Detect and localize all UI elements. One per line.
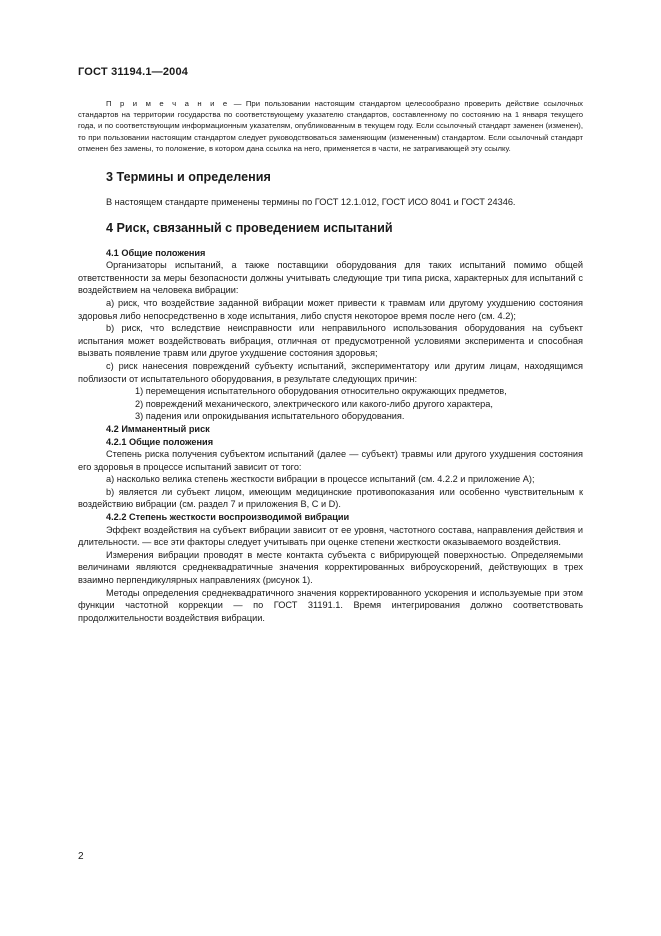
risk-item-c: с) риск нанесения повреждений субъекту испытаний, экспериментатору или другим лицам, находящимся поблизости от испытательного оборудования, в результате следующих причин: bbox=[78, 360, 583, 384]
note-paragraph bbox=[78, 98, 583, 154]
section-3-title: 3 Термины и определения bbox=[106, 170, 271, 185]
paragraph-4-2-1-a: а) насколько велика степень жесткости вибрации в процессе испытаний (см. 4.2.2 и приложение А); bbox=[106, 474, 535, 485]
section-3-text: В настоящем стандарте применены термины по ГОСТ 12.1.012, ГОСТ ИСО 8041 и ГОСТ 24346. bbox=[106, 197, 516, 208]
paragraph-4-2-1: Степень риска получения субъектом испытаний (далее — субъект) травмы или другого ухудшения состояния его здоровья в процессе испытаний зависит от того: bbox=[78, 449, 583, 472]
standard-header: ГОСТ 31194.1—2004 bbox=[78, 66, 189, 78]
document-page bbox=[78, 66, 583, 624]
risk-item-a: а) риск, что воздействие заданной вибрации может привести к травмам или другому ухудшению состояния здоровья либо непосредственно в ходе испытания, либо спустя некоторое время после него (см. 4.2); bbox=[78, 297, 583, 321]
paragraph-4-2-2-2: Измерения вибрации проводят в месте контакта субъекта с вибрирующей поверхностью. Определяемыми величинами являются среднеквадратичные значения корректированных виброускорений, действующих в трех взаимно перпендикулярных направлениях (рисунок 1). bbox=[78, 549, 583, 586]
page-number: 2 bbox=[78, 851, 84, 862]
subsection-4-2-1-title: 4.2.1 Общие положения bbox=[106, 436, 214, 447]
section-4-body bbox=[78, 247, 583, 625]
cause-item-1: 1) перемещения испытательного оборудования относительно окружающих предметов, bbox=[135, 386, 507, 397]
paragraph-4-2-1-b: b) является ли субъект лицом, имеющим медицинские противопоказания или особенно чувствительным к воздействию вибрации (см. раздел 7 и приложения В, С и D). bbox=[78, 486, 583, 510]
cause-item-2: 2) повреждений механического, электрического или какого-либо другого характера, bbox=[135, 398, 493, 409]
paragraph-4-2-2-3: Методы определения среднеквадратичного значения корректированного ускорения и используемые при этом функции частотной коррекции — по ГОСТ 31191.1. Время интегрирования должно соответствовать продолжительности воздействия вибрации. bbox=[78, 587, 583, 623]
subsection-4-2-title: 4.2 Имманентный риск bbox=[106, 423, 210, 434]
risk-item-b: b) риск, что вследствие неисправности или неправильного использования оборудования на субъект испытания может воздействовать вибрация, отличная от предусмотренной условиями эксперимента и способная вызвать появление травм или другое ухудшение состояния здоровья; bbox=[78, 323, 583, 359]
note-text: — При пользовании настоящим стандартом целесообразно проверить действие ссылочных стандартов на территории государства по соответствующему указателю стандартов, составленному по состоянию на 1 января текущего года, и по соответствующим информационным указателям, опубликованным в текущем году. Если ссылочный стандарт заменен (изменен), то при пользовании настоящим стандартом следует руководствоваться заменяющим (измененным) стандартом. Если ссылочный стандарт отменен без замены, то положение, в котором дана ссылка на него, применяется в части, не затрагивающей эту ссылку. bbox=[78, 99, 583, 153]
note-label: П р и м е ч а н и е bbox=[106, 99, 230, 108]
paragraph-4-1: Организаторы испытаний, а также поставщики оборудования для таких испытаний помимо общей ответственности за меры безопасности должны учитывать следующие три типа риска, характерных для испытаний с воздействием на человека вибрации: bbox=[78, 260, 583, 296]
cause-item-3: 3) падения или опрокидывания испытательного оборудования. bbox=[135, 411, 405, 422]
paragraph-4-2-2-1: Эффект воздействия на субъект вибрации зависит от ее уровня, частотного состава, направления действия и длительности. — все эти факторы следует учитывать при оценке степени жесткости оказываемого воздействия. bbox=[78, 524, 583, 548]
subsection-4-1-title: 4.1 Общие положения bbox=[106, 247, 206, 258]
section-4-title: 4 Риск, связанный с проведением испытаний bbox=[106, 220, 393, 235]
subsection-4-2-2-title: 4.2.2 Степень жесткости воспроизводимой вибрации bbox=[106, 512, 350, 523]
